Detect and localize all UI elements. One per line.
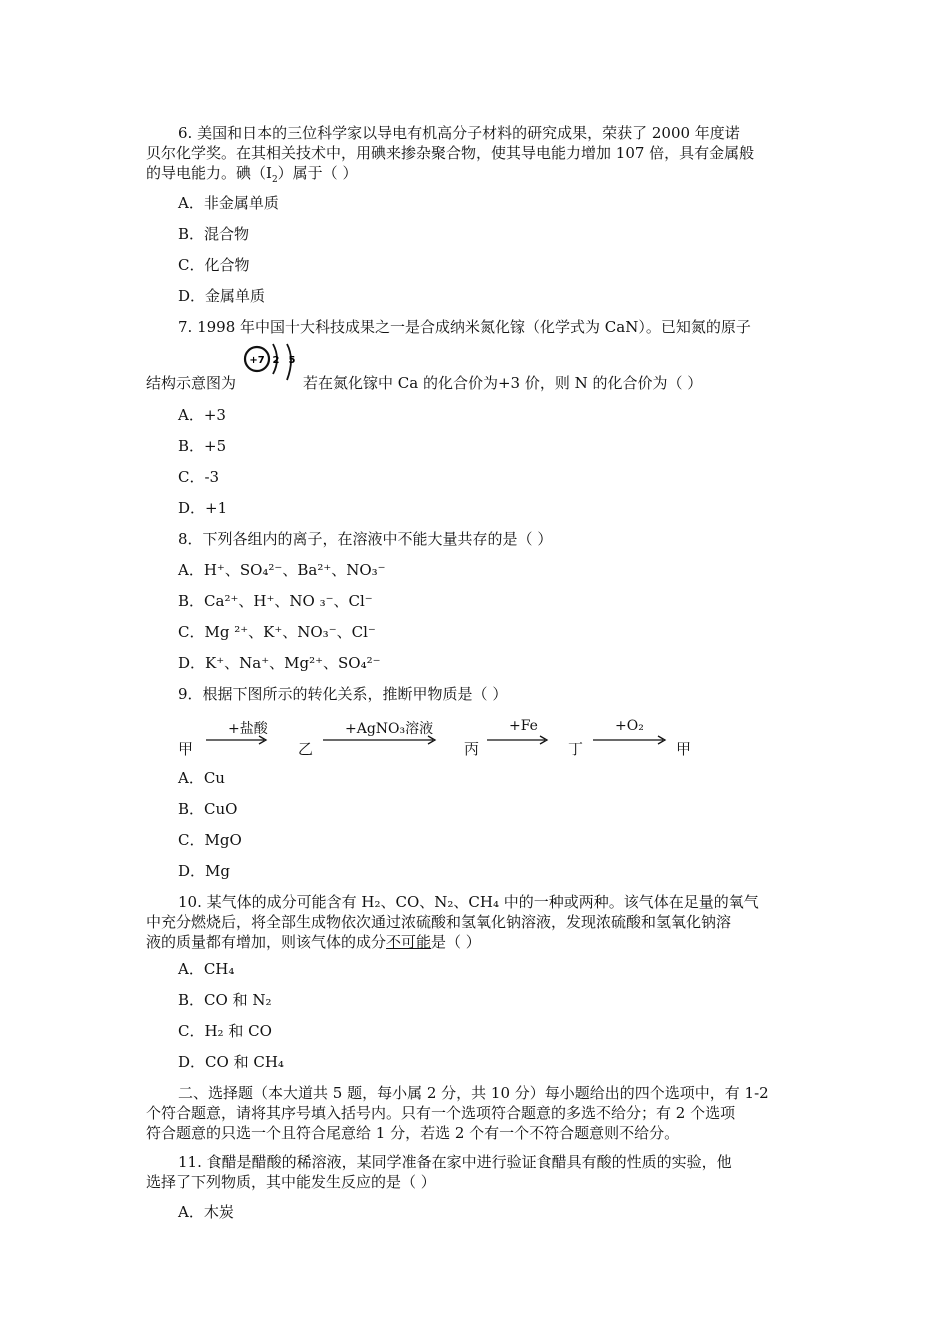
q6-line1: 6. 美国和日本的三位科学家以导电有机高分子材料的研究成果，荣获了 2000 年度诺: [178, 124, 740, 142]
q7-option-c: C．-3: [178, 468, 220, 486]
q10-line2: 中充分燃烧后，将全部生成物依次通过浓硫酸和氢氧化钠溶液，发现浓硫酸和氢氧化钠溶: [146, 913, 732, 931]
q7-option-b: B．+5: [178, 437, 227, 455]
q8-stem: 8．下列各组内的离子，在溶液中不能大量共存的是（ ）: [178, 530, 553, 548]
shell2-electrons: 5: [288, 355, 296, 366]
reagent-2: +AgNO₃溶液: [345, 721, 434, 737]
q6-option-c: C．化合物: [178, 256, 250, 274]
q9-option-a: A．Cu: [178, 769, 225, 787]
underlined-not-possible: 不可能: [386, 933, 432, 951]
q9-stem: 9．根据下图所示的转化关系，推断甲物质是（ ）: [178, 685, 508, 703]
q7-line1: 7. 1998 年中国十大科技成果之一是合成纳米氮化镓（化学式为 CaN）。已知氮的原子: [178, 318, 751, 336]
q10-line3: 液的质量都有增加，则该气体的成分不可能是（ ）: [146, 933, 481, 951]
q9-option-b: B．CuO: [178, 800, 238, 818]
q7-line2-post: 若在氮化镓中 Ca 的化合价为+3 价，则 N 的化合价为（ ）: [303, 374, 703, 392]
q11-line2: 选择了下列物质，其中能发生反应的是（ ）: [146, 1173, 436, 1191]
reagent-3: +Fe: [509, 718, 538, 734]
q6-option-a: A．非金属单质: [178, 194, 279, 212]
nitrogen-atom-structure-diagram: [243, 342, 301, 388]
q6-line2: 贝尔化学奖。在其相关技术中，用碘来掺杂聚合物，使其导电能力增加 107 倍，具有金属般: [146, 144, 755, 162]
q8-option-b: B．Ca²⁺、H⁺、NO ₃⁻、Cl⁻: [178, 592, 373, 610]
reagent-4: +O₂: [615, 718, 644, 734]
section2-line1: 二、选择题（本大道共 5 题，每小属 2 分，共 10 分）每小题给出的四个选项中，有 1-2: [178, 1084, 769, 1102]
q11-line1: 11. 食醋是醋酸的稀溶液，某同学准备在家中进行验证食醋具有酸的性质的实验，他: [178, 1153, 732, 1171]
q7-option-d: D．+1: [178, 499, 228, 517]
q10-option-c: C．H₂ 和 CO: [178, 1022, 272, 1040]
reagent-1: +盐酸: [228, 721, 268, 737]
q11-option-a: A．木炭: [178, 1203, 234, 1221]
species-jia: 甲: [178, 740, 194, 758]
species-yi: 乙: [298, 740, 314, 758]
species-jia-end: 甲: [676, 740, 692, 758]
q10-option-a: A．CH₄: [178, 960, 235, 978]
q8-option-a: A．H⁺、SO₄²⁻、Ba²⁺、NO₃⁻: [178, 561, 386, 579]
q8-option-c: C．Mg ²⁺、K⁺、NO₃⁻、Cl⁻: [178, 623, 376, 641]
nucleus-charge: +7: [249, 355, 265, 366]
q7-option-a: A．+3: [178, 406, 226, 424]
q6-line3: 的导电能力。碘$(I_2)$属于（ ）: [146, 164, 358, 185]
species-bing: 丙: [464, 740, 480, 758]
conversion-flow-diagram: [178, 718, 718, 758]
q10-option-d: D．CO 和 CH₄: [178, 1053, 284, 1071]
q9-option-d: D．Mg: [178, 862, 230, 880]
q8-option-d: D．K⁺、Na⁺、Mg²⁺、SO₄²⁻: [178, 654, 381, 672]
q9-option-c: C．MgO: [178, 831, 242, 849]
q10-option-b: B．CO 和 N₂: [178, 991, 272, 1009]
section2-line2: 个符合题意，请将其序号填入括号内。只有一个选项符合题意的多选不给分；有 2 个选项: [146, 1104, 736, 1122]
species-ding: 丁: [568, 740, 584, 758]
q6-option-d: D．金属单质: [178, 287, 266, 305]
shell1-electrons: 2: [272, 355, 280, 366]
q10-line1: 10. 某气体的成分可能含有 H₂、CO、N₂、CH₄ 中的一种或两种。该气体在足量的氧气: [178, 893, 759, 911]
q6-option-b: B．混合物: [178, 225, 250, 243]
q7-line2-pre: 结构示意图为: [146, 374, 237, 392]
section2-line3: 符合题意的只选一个且符合尾意给 1 分，若选 2 个有一个不符合题意则不给分。: [146, 1124, 680, 1142]
